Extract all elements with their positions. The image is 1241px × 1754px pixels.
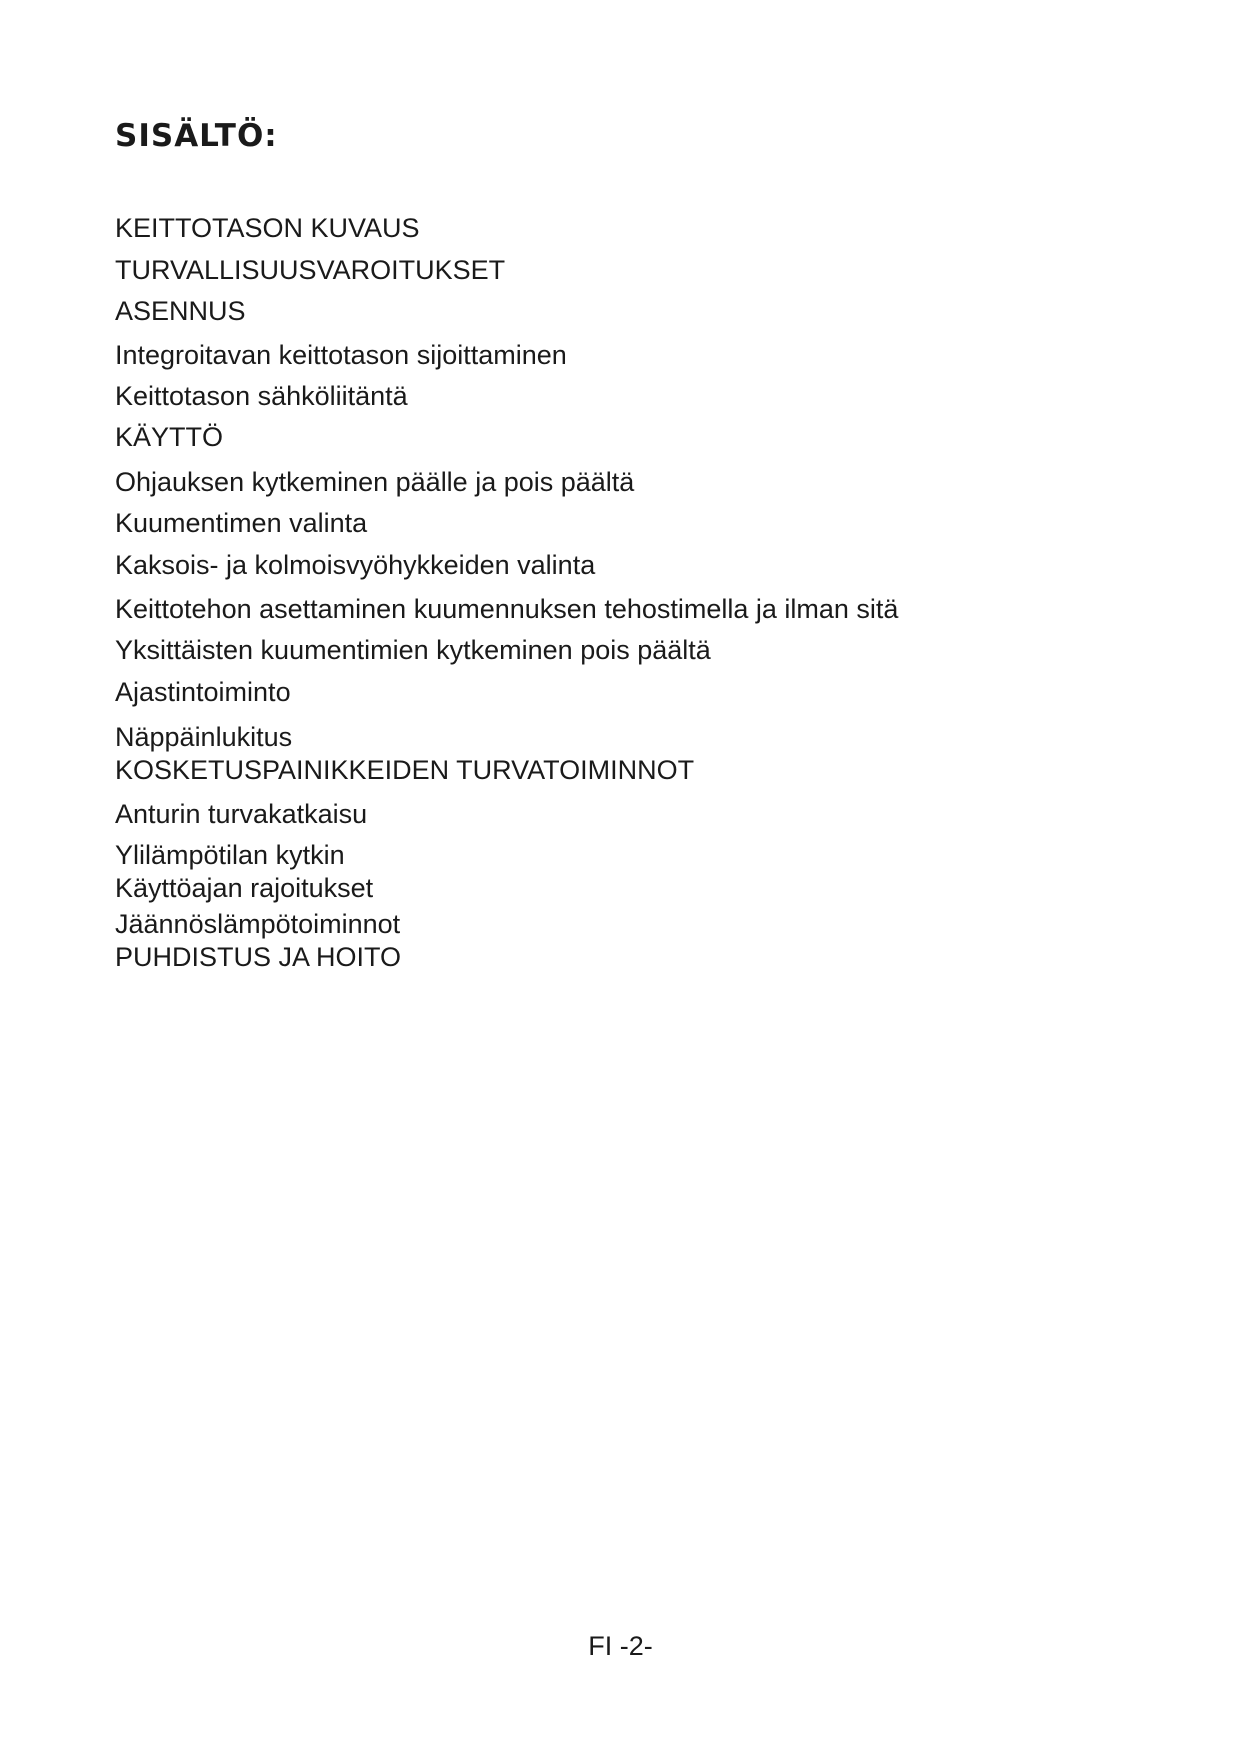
toc-item: Anturin turvakatkaisu	[115, 799, 368, 829]
toc-item: Ylilämpötilan kytkin	[115, 840, 345, 870]
toc-item: Integroitavan keittotason sijoittaminen	[115, 340, 567, 370]
toc-item: TURVALLISUUSVAROITUKSET	[115, 255, 506, 285]
toc-item: Keittotason sähköliitäntä	[115, 381, 408, 411]
toc-item: KÄYTTÖ	[115, 422, 224, 452]
toc-item: Ohjauksen kytkeminen päälle ja pois päältä	[115, 467, 635, 497]
toc-item: PUHDISTUS JA HOITO	[115, 942, 402, 972]
toc-item: Keittotehon asettaminen kuumennuksen tehostimella ja ilman sitä	[115, 594, 899, 624]
toc-item: Kaksois- ja kolmoisvyöhykkeiden valinta	[115, 550, 596, 580]
table-of-contents	[115, 0, 1165, 1000]
toc-item: KEITTOTASON KUVAUS	[115, 213, 420, 243]
toc-item: ASENNUS	[115, 296, 246, 326]
toc-item: Näppäinlukitus	[115, 722, 293, 752]
toc-item: Kuumentimen valinta	[115, 508, 368, 538]
page-title: SISÄLTÖ:	[115, 118, 278, 154]
toc-item: Jäännöslämpötoiminnot	[115, 909, 401, 939]
toc-item: Käyttöajan rajoitukset	[115, 873, 374, 903]
toc-item: Ajastintoiminto	[115, 677, 291, 707]
page-number: FI -2-	[588, 1631, 653, 1661]
toc-item: KOSKETUSPAINIKKEIDEN TURVATOIMINNOT	[115, 755, 695, 785]
toc-item: Yksittäisten kuumentimien kytkeminen pois päältä	[115, 635, 711, 665]
